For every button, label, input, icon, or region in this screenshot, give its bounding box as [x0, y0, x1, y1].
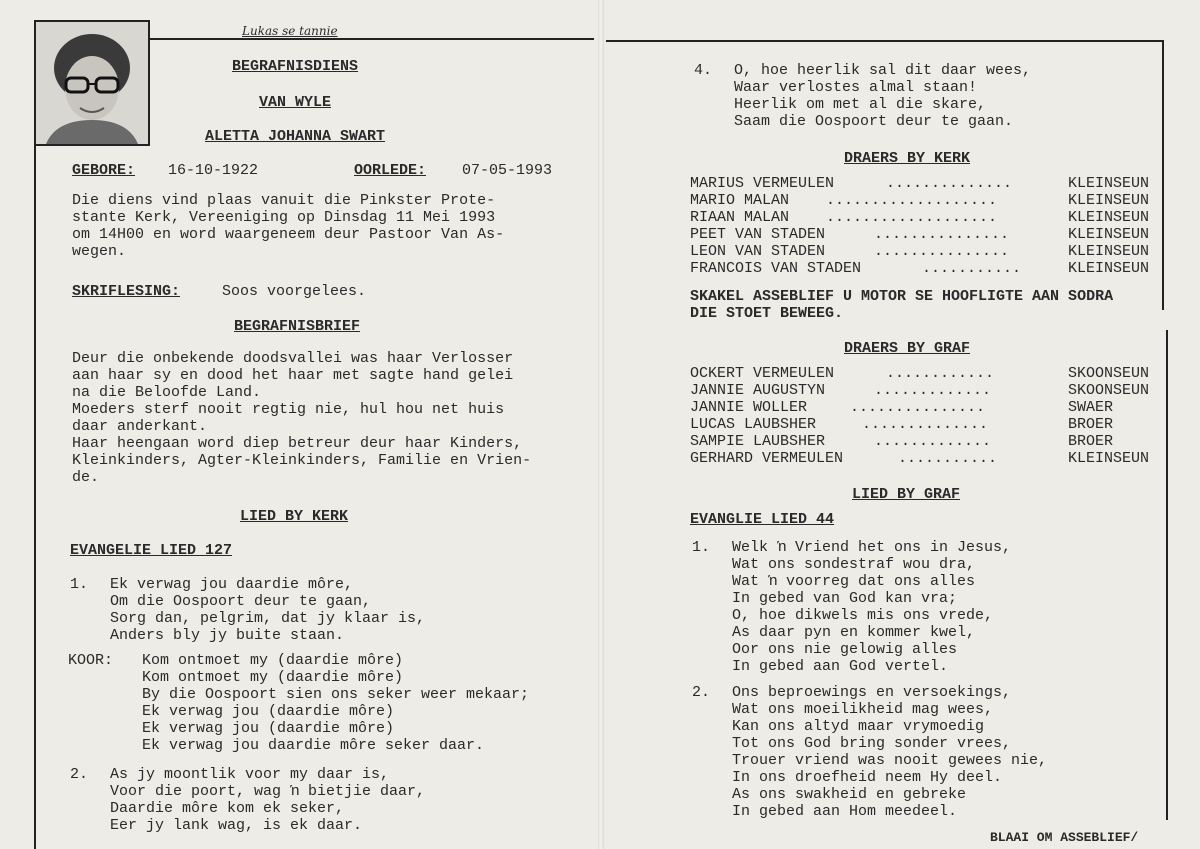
bearer-role: SWAER — [1068, 399, 1114, 416]
bearer-dots: ........... — [898, 450, 998, 467]
bearer-row — [690, 209, 1162, 226]
letter-line: Haar heengaan word diep betreur deur haar Kinders, — [72, 435, 523, 452]
bearer-name: RIAAN MALAN — [690, 209, 790, 226]
bearer-dots: .............. — [886, 175, 1013, 192]
bearer-dots: ............... — [874, 226, 1010, 243]
verse-line: Ek verwag jou daardie môre, — [110, 576, 354, 593]
bearer-role: KLEINSEUN — [1068, 192, 1150, 209]
verse-line: O, hoe dikwels mis ons vrede, — [732, 607, 994, 624]
grave-song-title: LIED BY GRAF — [852, 486, 961, 503]
letter-body — [72, 350, 531, 486]
bearer-row — [690, 192, 1162, 209]
bearer-row — [690, 399, 1162, 416]
verse-line: Ons beproewings en versoekings, — [732, 684, 1012, 701]
reading-label: SKRIFLESING: — [72, 283, 181, 300]
bearer-name: SAMPIE LAUBSHER — [690, 433, 826, 450]
died-date: 07-05-1993 — [462, 162, 553, 179]
verse-line: O, hoe heerlik sal dit daar wees, — [734, 62, 1032, 79]
service-line: wegen. — [72, 243, 127, 260]
letter-line: Deur die onbekende doodsvallei was haar Verlosser — [72, 350, 514, 367]
born-label: GEBORE: — [72, 162, 136, 179]
verse-line: Wat ons sondestraf wou dra, — [732, 556, 976, 573]
letter-line: na die Beloofde Land. — [72, 384, 262, 401]
bearer-row — [690, 175, 1162, 192]
frame-right-lower — [1166, 330, 1168, 820]
bearer-name: LUCAS LAUBSHER — [690, 416, 817, 433]
grave-song-name: EVANGLIE LIED 44 — [690, 511, 835, 528]
verse-line: Voor die poort, wag ŉ bietjie daar, — [110, 783, 426, 800]
verse-line: As ons swakheid en gebreke — [732, 786, 967, 803]
page-fold — [598, 0, 604, 849]
verse-line: In gebed aan God vertel. — [732, 658, 949, 675]
verse-line: Tot ons God bring sonder vrees, — [732, 735, 1012, 752]
verse-line: Anders bly jy buite staan. — [110, 627, 345, 644]
service-details — [72, 192, 504, 260]
bearer-dots: .............. — [862, 416, 989, 433]
grave-verse-1 — [732, 539, 1011, 675]
bearer-dots: ............. — [874, 382, 992, 399]
reading-text: Soos voorgelees. — [222, 283, 367, 300]
bearer-row — [690, 450, 1162, 467]
bearer-name: MARIO MALAN — [690, 192, 790, 209]
bearer-dots: ................... — [826, 209, 998, 226]
frame-top-right — [606, 40, 1162, 42]
grave-verse-2-number: 2. — [692, 684, 711, 701]
grave-verse-1-number: 1. — [692, 539, 711, 556]
verse-2-number: 2. — [70, 766, 89, 783]
bearer-row — [690, 243, 1162, 260]
letter-line: Kleinkinders, Agter-Kleinkinders, Familie en Vrien- — [72, 452, 532, 469]
chorus-line: Ek verwag jou (daardie môre) — [142, 703, 395, 720]
bearer-name: MARIUS VERMEULEN — [690, 175, 835, 192]
church-song-title: LIED BY KERK — [240, 508, 349, 525]
bearer-name: JANNIE AUGUSTYN — [690, 382, 826, 399]
church-bearers-list — [690, 175, 1162, 279]
frame-top-left — [146, 38, 594, 40]
verse-line: Kan ons altyd maar vrymoedig — [732, 718, 985, 735]
letter-line: aan haar sy en dood het haar met sagte hand gelei — [72, 367, 514, 384]
turn-over-footer: BLAAI OM ASSEBLIEF/ — [990, 830, 1139, 845]
notice-line: SKAKEL ASSEBLIEF U MOTOR SE HOOFLIGTE AAN SODRA — [690, 288, 1114, 305]
church-song-name: EVANGELIE LIED 127 — [70, 542, 233, 559]
church-bearers-title: DRAERS BY KERK — [844, 150, 971, 167]
chorus — [142, 652, 529, 754]
notice-line: DIE STOET BEWEEG. — [690, 305, 844, 322]
verse-4-number: 4. — [694, 62, 713, 79]
verse-line: Eer jy lank wag, is ek daar. — [110, 817, 363, 834]
bearer-row — [690, 260, 1162, 277]
letter-title: BEGRAFNISBRIEF — [234, 318, 361, 335]
late-title: VAN WYLE — [258, 94, 331, 111]
bearer-role: SKOONSEUN — [1068, 382, 1150, 399]
frame-left — [34, 142, 36, 849]
verse-line: Welk ŉ Vriend het ons in Jesus, — [732, 539, 1012, 556]
verse-line: Heerlik om met al die skare, — [734, 96, 987, 113]
letter-line: Moeders sterf nooit regtig nie, hul hou net huis — [72, 401, 505, 418]
verse-line: Oor ons nie gelowig alles — [732, 641, 958, 658]
letter-line: de. — [72, 469, 100, 486]
chorus-line: Ek verwag jou daardie môre seker daar. — [142, 737, 485, 754]
bearer-dots: ................... — [826, 192, 998, 209]
chorus-line: Kom ontmoet my (daardie môre) — [142, 652, 404, 669]
grave-bearers-title: DRAERS BY GRAF — [844, 340, 971, 357]
bearer-name: FRANCOIS VAN STADEN — [690, 260, 862, 277]
verse-line: Saam die Oospoort deur te gaan. — [734, 113, 1014, 130]
bearer-dots: ........... — [922, 260, 1022, 277]
verse-line: Daardie môre kom ek seker, — [110, 800, 345, 817]
bearer-dots: ............... — [850, 399, 986, 416]
bearer-role: KLEINSEUN — [1068, 209, 1150, 226]
bearer-role: KLEINSEUN — [1068, 243, 1150, 260]
verse-line: Trouer vriend was nooit gewees nie, — [732, 752, 1048, 769]
died-label: OORLEDE: — [354, 162, 427, 179]
verse-line: In gebed van God kan vra; — [732, 590, 958, 607]
verse-line: Wat ons moeilikheid mag wees, — [732, 701, 994, 718]
deceased-name: ALETTA JOHANNA SWART — [204, 128, 386, 145]
verse-2 — [110, 766, 425, 834]
bearer-name: GERHARD VERMEULEN — [690, 450, 844, 467]
chorus-line: Ek verwag jou (daardie môre) — [142, 720, 395, 737]
chorus-line: By die Oospoort sien ons seker weer mekaar; — [142, 686, 530, 703]
verse-4 — [734, 62, 1031, 130]
verse-line: Wat ŉ voorreg dat ons alles — [732, 573, 976, 590]
verse-line: In gebed aan Hom meedeel. — [732, 803, 958, 820]
service-line: Die diens vind plaas vanuit die Pinkster Prote- — [72, 192, 496, 209]
bearer-role: KLEINSEUN — [1068, 226, 1150, 243]
bearer-role: SKOONSEUN — [1068, 365, 1150, 382]
service-line: om 14H00 en word waargeneem deur Pastoor Van As- — [72, 226, 505, 243]
bearer-role: KLEINSEUN — [1068, 175, 1150, 192]
bearer-name: OCKERT VERMEULEN — [690, 365, 835, 382]
bearer-name: LEON VAN STADEN — [690, 243, 826, 260]
service-title: BEGRAFNISDIENS — [231, 58, 359, 75]
letter-line: daar anderkant. — [72, 418, 208, 435]
chorus-label: KOOR: — [68, 652, 114, 669]
bearer-row — [690, 416, 1162, 433]
frame-right — [1162, 40, 1164, 310]
grave-verse-2 — [732, 684, 1047, 820]
verse-line: Sorg dan, pelgrim, dat jy klaar is, — [110, 610, 426, 627]
handwritten-note: Lukas se tannie — [242, 24, 338, 38]
bearer-dots: ............... — [874, 243, 1010, 260]
verse-line: As jy moontlik voor my daar is, — [110, 766, 390, 783]
bearer-row — [690, 433, 1162, 450]
bearer-role: KLEINSEUN — [1068, 260, 1150, 277]
bearer-role: BROER — [1068, 433, 1114, 450]
bearer-name: PEET VAN STADEN — [690, 226, 826, 243]
bearer-dots: ............. — [874, 433, 992, 450]
verse-1-number: 1. — [70, 576, 89, 593]
born-date: 16-10-1922 — [168, 162, 259, 179]
bearer-role: BROER — [1068, 416, 1114, 433]
chorus-line: Kom ontmoet my (daardie môre) — [142, 669, 404, 686]
verse-line: In ons droefheid neem Hy deel. — [732, 769, 1003, 786]
bearer-row — [690, 365, 1162, 382]
service-line: stante Kerk, Vereeniging op Dinsdag 11 Mei 1993 — [72, 209, 496, 226]
bearer-row — [690, 382, 1162, 399]
verse-line: Waar verlostes almal staan! — [734, 79, 978, 96]
headlights-notice — [690, 288, 1113, 322]
bearer-role: KLEINSEUN — [1068, 450, 1150, 467]
bearer-name: JANNIE WOLLER — [690, 399, 808, 416]
portrait-photo — [34, 20, 150, 146]
bearer-row — [690, 226, 1162, 243]
verse-1 — [110, 576, 425, 644]
verse-line: Om die Oospoort deur te gaan, — [110, 593, 372, 610]
bearer-dots: ............ — [886, 365, 995, 382]
grave-bearers-list — [690, 365, 1162, 469]
verse-line: As daar pyn en kommer kwel, — [732, 624, 976, 641]
